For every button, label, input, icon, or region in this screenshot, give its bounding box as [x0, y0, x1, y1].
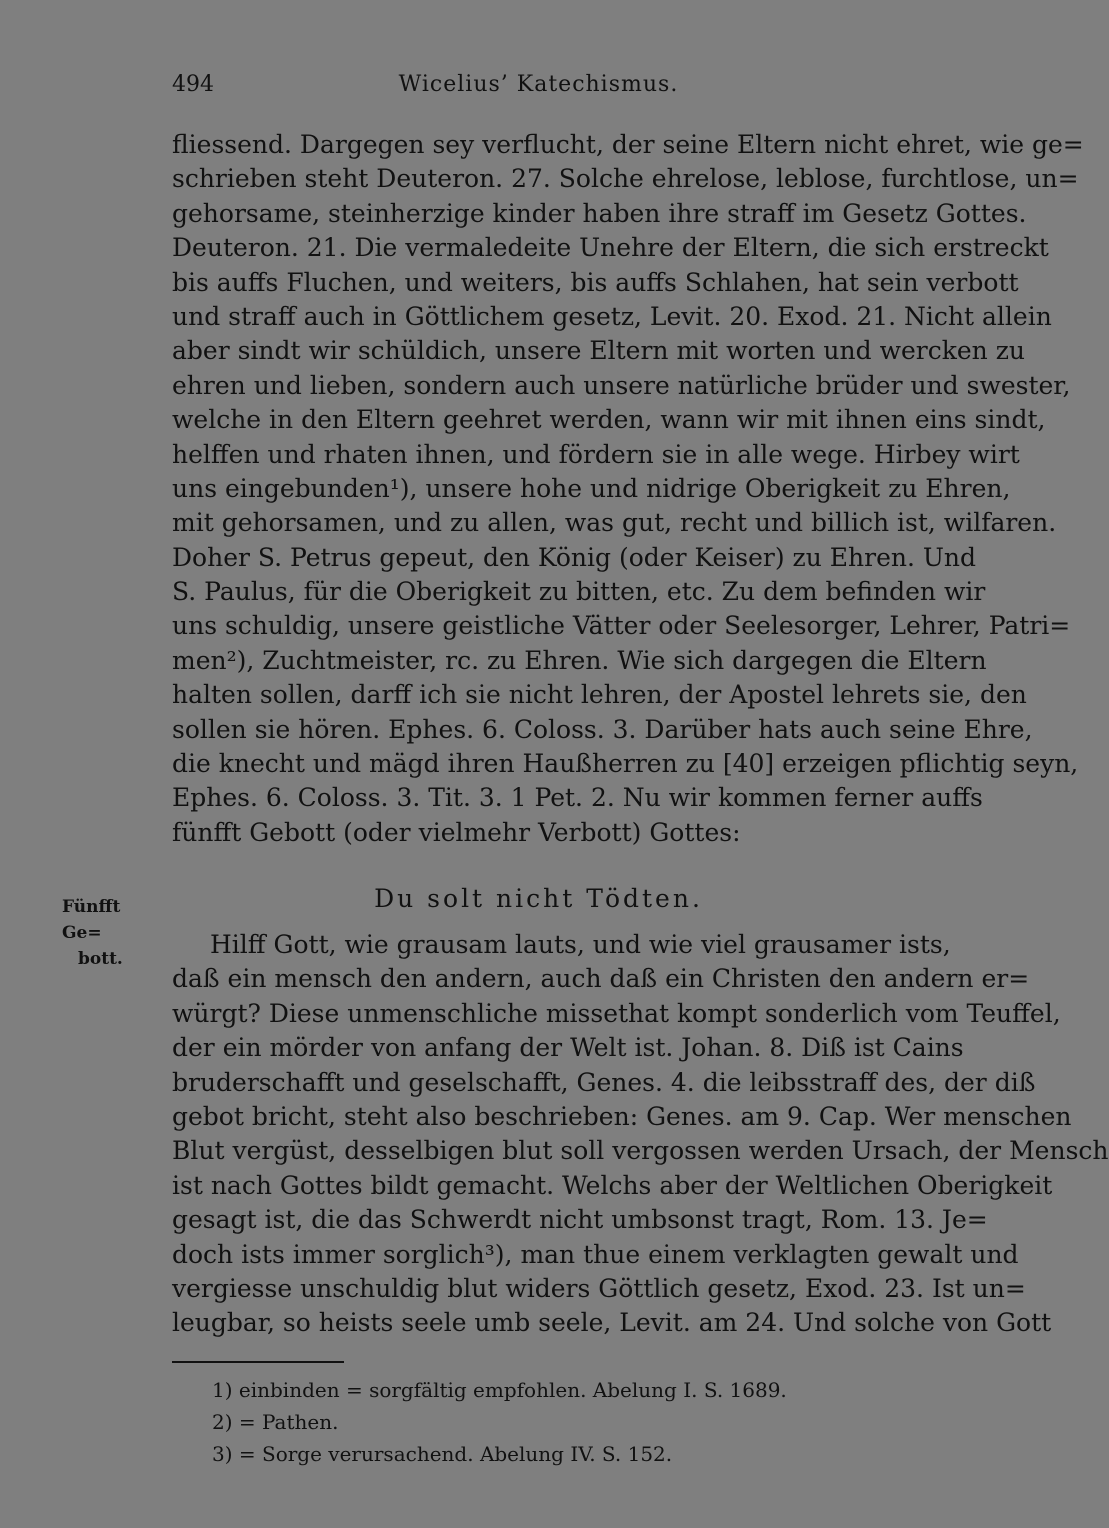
text-line: schrieben steht Deuteron. 27. Solche ehrelose, leblose, furchtlose, un=: [172, 164, 1079, 194]
text-line: ehren und lieben, sondern auch unsere natürliche brüder und swester,: [172, 370, 1071, 400]
text-line: Hilff Gott, wie grausam lauts, und wie viel grausamer ists,: [210, 930, 951, 959]
text-line: bruderschafft und geselschafft, Genes. 4. die leibsstraff des, der diß: [172, 1067, 1036, 1097]
text-line: der ein mörder von anfang der Welt ist. Johan. 8. Diß ist Cains: [172, 1033, 964, 1063]
text-line: würgt? Diese unmenschliche missethat kompt sonderlich vom Teuffel,: [172, 998, 1061, 1028]
text-line: mit gehorsamen, und zu allen, was gut, recht und billich ist, wilfaren.: [172, 508, 1057, 538]
text-line: S. Paulus, für die Oberigkeit zu bitten, etc. Zu dem befinden wir: [172, 577, 986, 607]
text-line: Doher S. Petrus gepeut, den König (oder Keiser) zu Ehren. Und: [172, 542, 977, 572]
text-line: Ephes. 6. Coloss. 3. Tit. 3. 1 Pet. 2. Nu wir kommen ferner auffs: [172, 783, 983, 813]
margin-note-line: Fünfft Ge=: [62, 897, 121, 943]
text-line: fliessend. Dargegen sey verflucht, der seine Eltern nicht ehret, wie ge=: [172, 130, 1084, 159]
text-line: aber sindt wir schüldich, unsere Eltern mit worten und wercken zu: [172, 336, 1025, 366]
footnote: 3) = Sorge verursachend. Abelung IV. S. 152.: [212, 1442, 673, 1466]
page-header: [172, 72, 905, 108]
text-line: sollen sie hören. Ephes. 6. Coloss. 3. Darüber hats auch seine Ehre,: [172, 714, 1033, 744]
footnote: 2) = Pathen.: [212, 1410, 339, 1434]
margin-note-line: bott.: [78, 949, 123, 969]
margin-note: [62, 894, 162, 972]
text-line: ist nach Gottes bildt gemacht. Welchs aber der Weltlichen Oberigkeit: [172, 1170, 1053, 1200]
text-line: daß ein mensch den andern, auch daß ein Christen den andern er=: [172, 964, 1030, 994]
footnote-rule: [172, 1361, 344, 1363]
section-heading: Du solt nicht Tödten.: [374, 884, 703, 913]
body-text-bottom: [172, 928, 1109, 1341]
text-line: und straff auch in Göttlichem gesetz, Levit. 20. Exod. 21. Nicht allein: [172, 301, 1052, 331]
text-line: men²), Zuchtmeister, rc. zu Ehren. Wie sich dargegen die Eltern: [172, 645, 987, 675]
text-line: bis auffs Fluchen, und weiters, bis auffs Schlahen, hat sein verbott: [172, 267, 1019, 297]
footnotes: [212, 1374, 892, 1470]
text-line: die knecht und mägd ihren Haußherren zu [40] erzeigen pflichtig seyn,: [172, 749, 1079, 779]
text-line: gehorsame, steinherzige kinder haben ihre straff im Gesetz Gottes.: [172, 198, 1027, 228]
text-line: fünfft Gebott (oder vielmehr Verbott) Gottes:: [172, 817, 741, 847]
text-line: gebot bricht, steht also beschrieben: Genes. am 9. Cap. Wer menschen: [172, 1101, 1072, 1131]
text-line: welche in den Eltern geehret werden, wann wir mit ihnen eins sindt,: [172, 405, 1046, 435]
text-line: Deuteron. 21. Die vermaledeite Unehre der Eltern, die sich erstreckt: [172, 233, 1049, 263]
text-line: doch ists immer sorglich³), man thue einem verklagten gewalt und: [172, 1239, 1019, 1269]
text-line: uns eingebunden¹), unsere hohe und nidrige Oberigkeit zu Ehren,: [172, 473, 1011, 503]
text-line: leugbar, so heists seele umb seele, Levit. am 24. Und solche von Gott: [172, 1308, 1052, 1338]
text-line: halten sollen, darff ich sie nicht lehren, der Apostel lehrets sie, den: [172, 680, 1027, 710]
body-text-top: [172, 128, 1084, 850]
footnote: 1) einbinden = sorgfältig empfohlen. Abelung I. S. 1689.: [212, 1378, 787, 1402]
running-title: Wicelius’ Katechismus.: [398, 72, 679, 97]
text-line: gesagt ist, die das Schwerdt nicht umbsonst tragt, Rom. 13. Je=: [172, 1205, 988, 1235]
text-line: vergiesse unschuldig blut widers Göttlich gesetz, Exod. 23. Ist un=: [172, 1273, 1026, 1303]
text-line: helffen und rhaten ihnen, und fördern sie in alle wege. Hirbey wirt: [172, 439, 1020, 469]
text-line: uns schuldig, unsere geistliche Vätter oder Seelesorger, Lehrer, Patri=: [172, 611, 1071, 641]
text-line: Blut vergüst, desselbigen blut soll vergossen werden Ursach, der Mensch: [172, 1136, 1109, 1166]
page-number: 494: [172, 72, 214, 97]
